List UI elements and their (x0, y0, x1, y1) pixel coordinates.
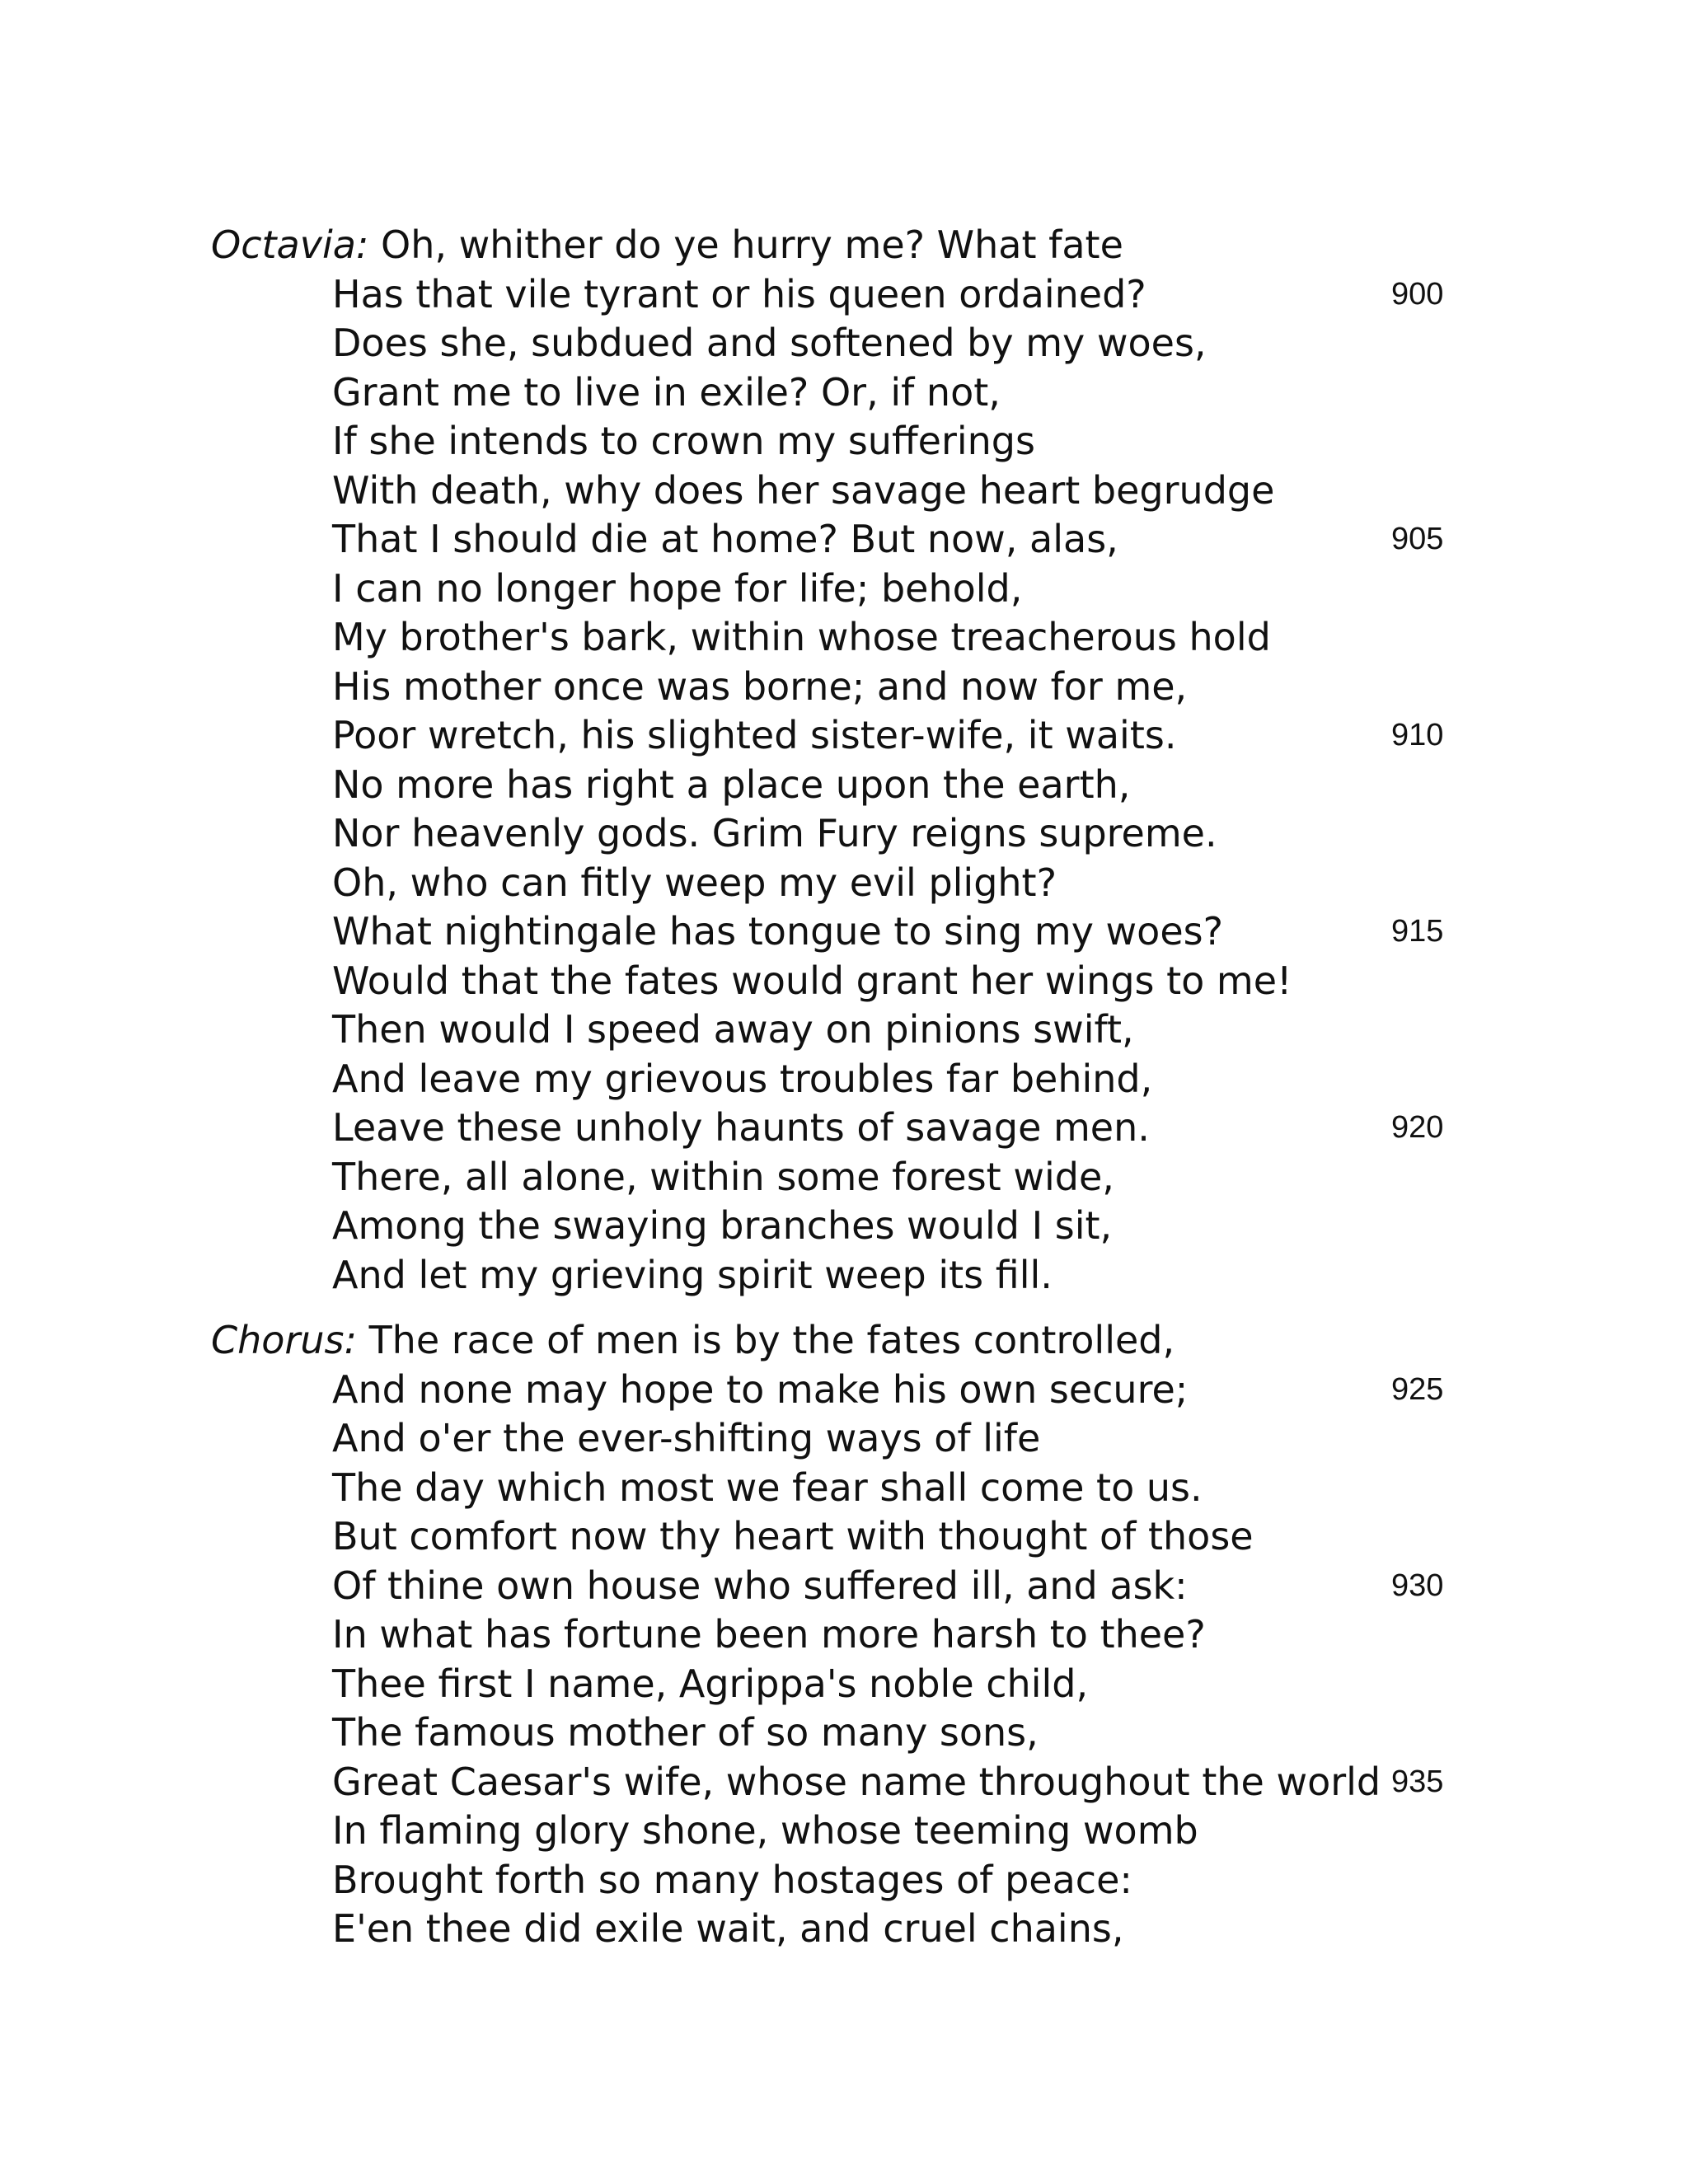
verse-line (211, 1005, 1497, 1055)
line-number: 910 (1391, 718, 1444, 752)
verse-text: In flaming glory shone, whose teeming womb (332, 1808, 1198, 1853)
verse-text: Thee first I name, Agrippa's noble child, (332, 1661, 1089, 1706)
verse-text: Of thine own house who suffered ill, and ask: (332, 1563, 1188, 1608)
verse-text: The day which most we fear shall come to us. (332, 1465, 1203, 1510)
verse-line (211, 221, 1497, 270)
verse-line (211, 565, 1497, 614)
verse-text: My brother's bark, within whose treacherous hold (332, 615, 1271, 659)
verse-text: Oh, who can fitly weep my evil plight? (332, 860, 1057, 905)
verse-text: There, all alone, within some forest wide, (332, 1154, 1114, 1199)
verse-text: In what has fortune been more harsh to thee? (332, 1612, 1206, 1657)
line-number: 915 (1391, 914, 1444, 949)
verse-line (211, 1562, 1497, 1611)
verse-line (211, 1464, 1497, 1513)
line-number: 935 (1391, 1764, 1444, 1799)
verse-line (211, 907, 1497, 957)
verse-text: The race of men is by the fates controlled, (368, 1318, 1175, 1362)
verse-line (211, 711, 1497, 761)
verse-text: What nightingale has tongue to sing my woes? (332, 909, 1223, 954)
verse-line (211, 809, 1497, 859)
verse-text: Has that vile tyrant or his queen ordained? (332, 271, 1146, 316)
verse-line (211, 859, 1497, 908)
speech-octavia (211, 221, 1497, 1300)
verse-line (211, 270, 1497, 320)
verse-line (211, 1905, 1497, 1954)
verse-text: Would that the fates would grant her wings to me! (332, 958, 1292, 1003)
verse-text: But comfort now thy heart with thought of those (332, 1514, 1254, 1558)
verse-text: Among the swaying branches would I sit, (332, 1203, 1113, 1248)
verse-text: His mother once was borne; and now for me, (332, 663, 1188, 709)
verse-line (211, 1414, 1497, 1464)
verse-text: And o'er the ever-shifting ways of life (332, 1416, 1041, 1460)
verse-line (211, 368, 1497, 418)
line-number: 900 (1391, 276, 1444, 312)
verse-line (211, 1104, 1497, 1153)
verse-line (211, 515, 1497, 565)
verse-text: Poor wretch, his slighted sister-wife, it waits. (332, 713, 1177, 757)
verse-line (211, 1610, 1497, 1660)
verse-line (211, 1202, 1497, 1251)
line-number: 925 (1391, 1371, 1444, 1407)
verse-line (211, 1251, 1497, 1301)
verse-line (211, 1708, 1497, 1758)
verse-text: If she intends to crown my sufferings (332, 419, 1035, 463)
verse-line (211, 1153, 1497, 1202)
verse-line (211, 1055, 1497, 1104)
verse-text: And leave my grievous troubles far behind, (332, 1056, 1153, 1101)
verse-text: Does she, subdued and softened by my woes, (332, 321, 1207, 365)
verse-line (211, 466, 1497, 516)
verse-text: No more has right a place upon the earth, (332, 762, 1131, 807)
verse-line (211, 1856, 1497, 1905)
speaker-label: Octavia: (211, 223, 369, 267)
line-number: 920 (1391, 1110, 1444, 1145)
verse-line (211, 1758, 1497, 1807)
verse-text: I can no longer hope for life; behold, (332, 565, 1023, 611)
verse-text: Grant me to live in exile? Or, if not, (332, 369, 1001, 415)
verse-text: And let my grieving spirit weep its fill. (332, 1252, 1053, 1297)
verse-text: Brought forth so many hostages of peace: (332, 1857, 1132, 1902)
verse-line (211, 1512, 1497, 1562)
verse-text: With death, why does her savage heart begrudge (332, 467, 1275, 513)
verse-text: The famous mother of so many sons, (332, 1710, 1039, 1755)
verse-text: Then would I speed away on pinions swift, (332, 1007, 1134, 1052)
verse-line (211, 319, 1497, 368)
verse-text: Leave these unholy haunts of savage men. (332, 1105, 1150, 1150)
line-number: 930 (1391, 1568, 1444, 1603)
verse-line (211, 1366, 1497, 1415)
verse-text: That I should die at home? But now, alas, (332, 517, 1118, 561)
verse-line (211, 761, 1497, 810)
verse-line (211, 417, 1497, 466)
verse-text: Oh, whither do ye hurry me? What fate (381, 223, 1123, 267)
speech-chorus (211, 1316, 1497, 1954)
verse-line (211, 613, 1497, 663)
speaker-label: Chorus: (211, 1318, 357, 1362)
verse-line (211, 1316, 1497, 1366)
verse-text: Great Caesar's wife, whose name throughout the world (332, 1759, 1381, 1804)
verse-line (211, 663, 1497, 712)
verse-text: And none may hope to make his own secure; (332, 1366, 1189, 1412)
line-number: 905 (1391, 522, 1444, 556)
verse-line (211, 1660, 1497, 1709)
verse-line (211, 957, 1497, 1006)
verse-text: E'en thee did exile wait, and cruel chains, (332, 1906, 1124, 1951)
verse-line (211, 1807, 1497, 1856)
verse-text: Nor heavenly gods. Grim Fury reigns supreme. (332, 811, 1217, 855)
